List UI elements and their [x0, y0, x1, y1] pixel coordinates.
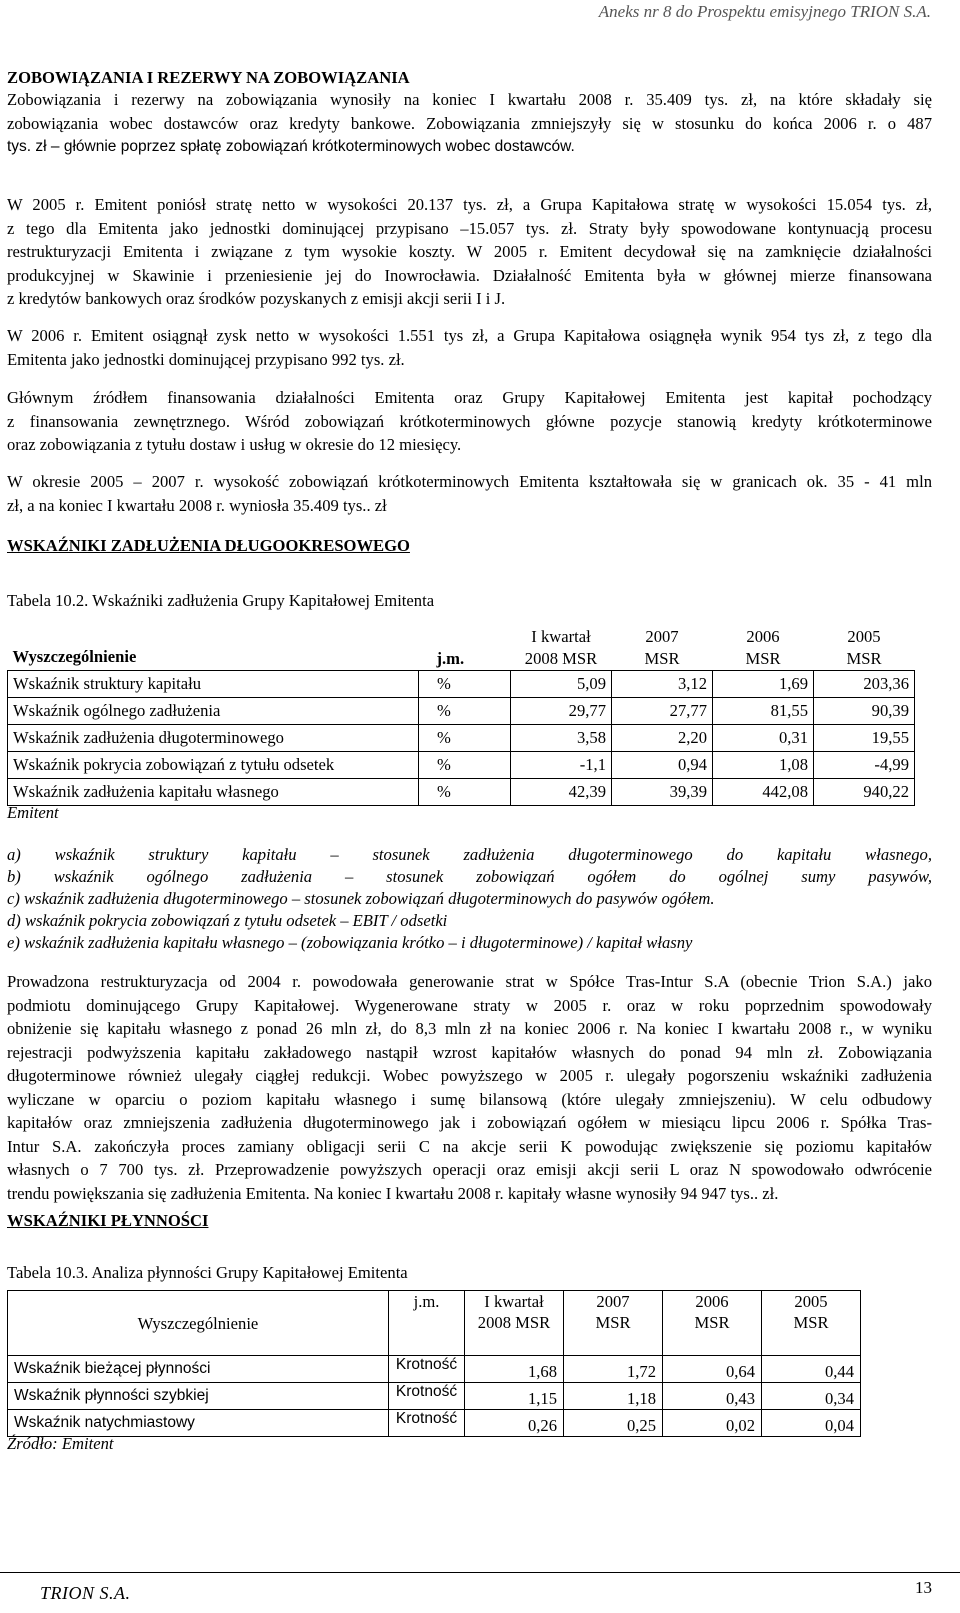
text-line: z kredytów bankowych oraz środków pozyskanych z emisji akcji serii I i J.: [7, 289, 506, 308]
text-line: trendu powiększania się zadłużenia Emitenta. Na koniec I kwartału 2008 r. kapitały własne wynosiły 94 947 tys.. zł.: [7, 1183, 779, 1203]
footer-divider: [0, 1572, 960, 1573]
table-row: [8, 779, 915, 806]
text-line: Emitenta jako jednostki dominującej przypisano 992 tys. zł.: [7, 349, 405, 369]
definition-item: a) wskaźnik struktury kapitału – stosunek zadłużenia długoterminowego do kapitału własnego,: [7, 845, 932, 864]
text-line: z tego dla Emitenta jako jednostki dominującej przypisano –15.057 tys. zł. Straty były spowodowane kontynuacją procesu: [7, 218, 932, 238]
text-line: Intur S.A. zakończyła proces zamiany obligacji serii C na akcje serii K powodując zwiększenie się poziomu kapitałów: [7, 1136, 932, 1156]
table-cell: Wskaźnik pokrycia zobowiązań z tytułu odsetek: [8, 752, 419, 779]
section-heading-liquidity: WSKAŹNIKI PŁYNNOŚCI: [7, 1211, 209, 1230]
text-line: obniżenie się kapitału własnego z ponad 26 mln zł, do 8,3 mln zł na koniec 2006 r. Na koniec I kwartału 2008 r., w wyniku: [7, 1019, 932, 1038]
table-cell: 19,55: [814, 725, 915, 752]
table-cell: -4,99: [814, 752, 915, 779]
text-line: z finansowania zewnętrznego. Wśród zobowiązań krótkoterminowych główne pozycje stanowią kredyty krótkoterminowe: [7, 411, 932, 431]
table-cell: Wskaźnik bieżącej płynności: [8, 1356, 389, 1383]
table-cell: 0,64: [663, 1356, 762, 1383]
text-line: W 2005 r. Emitent poniósł stratę netto w wysokości 20.137 tys. zł, a Grupa Kapitałowa stratę w wysokości 15.054 tys. zł,: [7, 195, 932, 214]
table-cell: 0,43: [663, 1383, 762, 1410]
table-row: [8, 752, 915, 779]
table-cell: 29,77: [511, 698, 612, 725]
header-cell: 2007 MSR: [564, 1291, 663, 1356]
definition-item: d) wskaźnik pokrycia zobowiązań z tytułu odsetek – EBIT / odsetki: [7, 911, 448, 930]
table-cell: 3,12: [612, 671, 713, 698]
table-row: [8, 698, 915, 725]
text-line: wyliczane w oparciu o poziom kapitału własnego i sumę bilansową (które ulegały zmniejszeniu). W celu odbudowy: [7, 1089, 932, 1109]
table-row: [8, 1356, 861, 1383]
table-cell: 42,39: [511, 779, 612, 806]
table-cell: 1,15: [465, 1383, 564, 1410]
table-row: [8, 1383, 861, 1410]
ratio-definitions: [7, 844, 932, 954]
table-cell: 0,31: [713, 725, 814, 752]
text-line: Prowadzona restrukturyzacja od 2004 r. powodowała generowanie strat w Spółce Tras-Intur S.A (obecnie Trion S.A.) jako: [7, 972, 932, 991]
text-line: Zobowiązania i rezerwy na zobowiązania wynosiły na koniec I kwartału 2008 r. 35.409 tys. zł, na które składały się: [7, 90, 932, 109]
text-line: podmiotu dominującego Grupy Kapitałowej. Wygenerowane straty w 2005 r. oraz w roku poprzednim spowodowały: [7, 995, 932, 1015]
running-header: Aneks nr 8 do Prospektu emisyjnego TRION S.A.: [598, 2, 931, 21]
table-header-row: [8, 622, 915, 671]
paragraph-restructuring: [7, 970, 932, 1205]
table-row: [8, 725, 915, 752]
table-cell: 940,22: [814, 779, 915, 806]
table-cell: Wskaźnik zadłużenia długoterminowego: [8, 725, 419, 752]
table-cell: 1,68: [465, 1356, 564, 1383]
header-cell: j.m.: [436, 649, 465, 668]
table-cell: Wskaźnik płynności szybkiej: [8, 1383, 389, 1410]
text-line: kapitałów oraz zmniejszenia zadłużenia długoterminowego jak i zobowiązań ogółem w miesiącu lipcu 2006 r. Spółka Tras-: [7, 1113, 932, 1132]
table-cell: %: [419, 698, 511, 725]
text-line: własnych o 7 700 tys. zł. Przeprowadzenie powyższych operacji oraz emisji akcji serii L oraz N spowodowało odwrócenie: [7, 1160, 932, 1179]
header-cell: 2006 MSR: [663, 1291, 762, 1356]
table-cell: Wskaźnik struktury kapitału: [8, 671, 419, 698]
table-cell: 81,55: [713, 698, 814, 725]
header-cell: j.m.: [389, 1291, 465, 1356]
table-cell: 2,20: [612, 725, 713, 752]
table2-caption: Tabela 10.3. Analiza płynności Grupy Kapitałowej Emitenta: [7, 1263, 408, 1282]
header-cell: I kwartał 2008 MSR: [465, 1291, 564, 1356]
table-cell: Krotność: [389, 1356, 465, 1383]
table-cell: 27,77: [612, 698, 713, 725]
header-cell: Wyszczególnienie: [12, 647, 137, 666]
header-cell: I kwartał 2008 MSR: [524, 627, 598, 668]
table-cell: Krotność: [389, 1383, 465, 1410]
table-cell: 442,08: [713, 779, 814, 806]
table-cell: 0,34: [762, 1383, 861, 1410]
table-header-row: [8, 1291, 861, 1356]
text-line: zobowiązania wobec dostawców oraz kredyty bankowe. Zobowiązania zmniejszyły się w stosunku do końca 2006 r. o 487: [7, 113, 932, 133]
paragraph-financing: [7, 386, 932, 457]
table-cell: %: [419, 752, 511, 779]
table-cell: 0,02: [663, 1410, 762, 1437]
table-cell: %: [419, 725, 511, 752]
table1-caption: Tabela 10.2. Wskaźniki zadłużenia Grupy Kapitałowej Emitenta: [7, 591, 435, 610]
table-cell: 0,94: [612, 752, 713, 779]
header-cell: 2005 MSR: [762, 1291, 861, 1356]
text-line: restrukturyzacji Emitenta i związane z tym wysokie koszty. W 2005 r. Emitent decydował się na zamknięcie działalności: [7, 242, 932, 261]
liquidity-table: [7, 1290, 861, 1437]
table-cell: 39,39: [612, 779, 713, 806]
table-cell: 203,36: [814, 671, 915, 698]
table-cell: 1,72: [564, 1356, 663, 1383]
table-row: [8, 671, 915, 698]
table-cell: Wskaźnik zadłużenia kapitału własnego: [8, 779, 419, 806]
table-cell: 90,39: [814, 698, 915, 725]
section-heading-zobowiazania: ZOBOWIĄZANIA I REZERWY NA ZOBOWIĄZANIA: [7, 68, 410, 87]
paragraph-2005-2007: [7, 470, 932, 517]
table-cell: %: [419, 779, 511, 806]
table-cell: 1,08: [713, 752, 814, 779]
text-line: rejestracji podwyższenia kapitału zakładowego nastąpił wzrost kapitałów własnych do ponad 94 mln zł. Zobowiązania: [7, 1042, 932, 1062]
table-cell: 0,04: [762, 1410, 861, 1437]
table-cell: 0,25: [564, 1410, 663, 1437]
table-cell: Krotność: [389, 1410, 465, 1437]
table-cell: Wskaźnik ogólnego zadłużenia: [8, 698, 419, 725]
section-heading-debt-ratios: WSKAŹNIKI ZADŁUŻENIA DŁUGOOKRESOWEGO: [7, 536, 410, 555]
table-cell: 3,58: [511, 725, 612, 752]
footer-company: TRION S.A.: [40, 1583, 131, 1603]
header-cell: Wyszczególnienie: [8, 1291, 389, 1356]
debt-ratios-table: [7, 622, 915, 806]
header-cell: 2006 MSR: [745, 627, 781, 668]
header-cell: 2007 MSR: [644, 627, 680, 668]
definition-item: e) wskaźnik zadłużenia kapitału własnego – (zobowiązania krótko – i długoterminowe) / kapitał własny: [7, 933, 693, 952]
paragraph-2005: [7, 193, 932, 311]
page-number: 13: [915, 1578, 932, 1597]
table-cell: 0,26: [465, 1410, 564, 1437]
table-cell: 1,69: [713, 671, 814, 698]
table-cell: -1,1: [511, 752, 612, 779]
table1-source: Emitent: [7, 803, 59, 822]
table-cell: 1,18: [564, 1383, 663, 1410]
paragraph-zobowiazania: [7, 88, 932, 159]
table-cell: %: [419, 671, 511, 698]
text-line: oraz zobowiązania z tytułu dostaw i usług w okresie do 12 miesięcy.: [7, 435, 462, 454]
text-line: W okresie 2005 – 2007 r. wysokość zobowiązań krótkoterminowych Emitenta kształtowała się w granicach ok. 35 - 41 mln: [7, 472, 932, 491]
table-cell: 5,09: [511, 671, 612, 698]
paragraph-2006: [7, 324, 932, 371]
definition-item: b) wskaźnik ogólnego zadłużenia – stosunek zobowiązań ogółem do ogólnej sumy pasywów,: [7, 867, 932, 886]
text-line: długoterminowe również ulegały ciągłej redukcji. Wobec powyższego w 2005 r. ulegały pogorszeniu wskaźniki zadłużenia: [7, 1066, 932, 1085]
text-line: W 2006 r. Emitent osiągnął zysk netto w wysokości 1.551 tys zł, a Grupa Kapitałowa osiągnęła wynik 954 tys zł, z tego dla: [7, 326, 932, 345]
header-cell: 2005 MSR: [846, 627, 882, 668]
table-cell: Wskaźnik natychmiastowy: [8, 1410, 389, 1437]
table-cell: 0,44: [762, 1356, 861, 1383]
text-line: zł, a na koniec I kwartału 2008 r. wyniosła 35.409 tys.. zł: [7, 495, 387, 515]
text-line: Głównym źródłem finansowania działalności Emitenta oraz Grupy Kapitałowej Emitenta jest kapitał pochodzący: [7, 388, 932, 407]
table2-source: Źródło: Emitent: [7, 1434, 114, 1453]
definition-item: c) wskaźnik zadłużenia długoterminowego – stosunek zobowiązań długoterminowych do pasywów ogółem.: [7, 889, 715, 908]
text-line: produkcyjnej w Skawinie i przeniesienie jej do Inowrocławia. Działalność Emitenta była w głównej mierze finansowana: [7, 265, 932, 285]
table-row: [8, 1410, 861, 1437]
text-line: tys. zł – głównie poprzez spłatę zobowiązań krótkoterminowych wobec dostawców.: [7, 138, 575, 155]
